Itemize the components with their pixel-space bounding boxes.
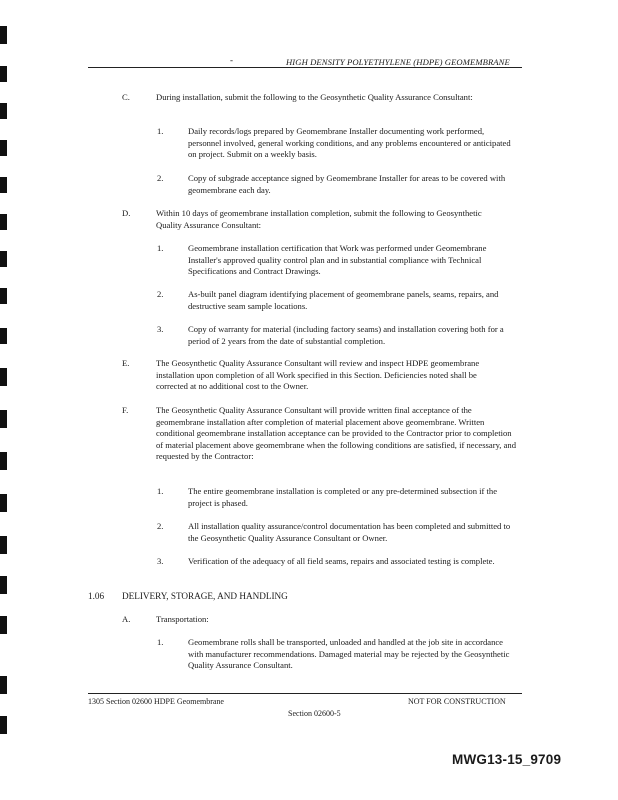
item-number: 1.: [157, 486, 164, 496]
paragraph-f-text: The Geosynthetic Quality Assurance Consultant will provide written final acceptance of the geomembrane installation after completion of material placement above geomembrane. Written conditional geomembrane installation acceptance can be provided to the Contractor prior to completion of material placement above geomembrane when the following conditions are satisfied, if necessary, and requested by the Contractor:: [156, 405, 517, 462]
scan-mark: [0, 716, 7, 734]
article-title: DELIVERY, STORAGE, AND HANDLING: [122, 591, 288, 601]
scan-mark: [0, 410, 7, 428]
scan-mark: [0, 494, 7, 512]
article-number: 1.06: [88, 591, 105, 601]
scan-mark: [0, 536, 7, 554]
item-number: 3.: [157, 556, 164, 566]
footer-right: NOT FOR CONSTRUCTION: [408, 697, 506, 706]
item-number: 1.: [157, 637, 164, 647]
footer-page-number: Section 02600-5: [288, 709, 341, 718]
item-number: 1.: [157, 243, 164, 253]
scan-mark: [0, 66, 7, 82]
footer-left: 1305 Section 02600 HDPE Geomembrane: [88, 697, 224, 706]
scan-mark: [0, 368, 7, 386]
page-header-title: HIGH DENSITY POLYETHYLENE (HDPE) GEOMEMBRANE: [286, 57, 510, 67]
paragraph-label-d: D.: [122, 208, 131, 218]
paragraph-f-item-1: The entire geomembrane installation is completed or any pre-determined subsection if the project is phased.: [188, 486, 498, 508]
paragraph-f-item-2: All installation quality assurance/control documentation has been completed and submitted to the Geosynthetic Quality Assurance Consultant or Owner.: [188, 521, 511, 543]
footer-rule: [88, 693, 522, 694]
paragraph-d-item-2: As-built panel diagram identifying placement of geomembrane panels, seams, repairs, and destructive seam sample locations.: [188, 289, 499, 311]
scan-mark: [0, 676, 7, 694]
paragraph-e-text: The Geosynthetic Quality Assurance Consultant will review and inspect HDPE geomembrane installation upon completion of all Work specified in this Section. Deficiencies noted shall be corrected at no additional cost to the Owner.: [156, 358, 480, 392]
paragraph-d-item-3: Copy of warranty for material (including factory seams) and installation covering both for a period of 2 years from the date of substantial completion.: [188, 324, 504, 346]
item-number: 2.: [157, 289, 164, 299]
paragraph-label-e: E.: [122, 358, 130, 368]
header-rule: [88, 67, 522, 68]
header-dash: -: [230, 55, 233, 65]
item-number: 2.: [157, 173, 164, 183]
scan-mark: [0, 140, 7, 156]
paragraph-a-text: Transportation:: [156, 614, 209, 624]
scan-mark: [0, 452, 7, 470]
paragraph-c-item-2: Copy of subgrade acceptance signed by Geomembrane Installer for areas to be covered with geomembrane each day.: [188, 173, 506, 195]
scan-mark: [0, 214, 7, 230]
document-id-stamp: MWG13-15_9709: [452, 752, 562, 767]
scan-mark: [0, 251, 7, 267]
scan-mark: [0, 288, 7, 304]
paragraph-d-item-1: Geomembrane installation certification that Work was performed under Geomembrane Installer's approved quality control plan and in substantial compliance with Technical Specifications and Contract Drawings.: [188, 243, 487, 277]
scan-mark: [0, 177, 7, 193]
scan-mark: [0, 328, 7, 344]
scan-mark: [0, 103, 7, 119]
paragraph-f-item-3: Verification of the adequacy of all field seams, repairs and associated testing is complete.: [188, 556, 495, 566]
item-number: 3.: [157, 324, 164, 334]
item-number: 1.: [157, 126, 164, 136]
paragraph-label-c: C.: [122, 92, 130, 102]
paragraph-c-item-1: Daily records/logs prepared by Geomembrane Installer documenting work performed, personnel involved, general working conditions, and any problems encountered or anticipated on project. Submit on a weekly basis.: [188, 126, 511, 160]
paragraph-label-a: A.: [122, 614, 131, 624]
scan-mark: [0, 576, 7, 594]
item-number: 2.: [157, 521, 164, 531]
paragraph-a-item-1: Geomembrane rolls shall be transported, unloaded and handled at the job site in accordance with manufacturer recommendations. Damaged material may be rejected by the Geosynthetic Quality Assurance Consultant.: [188, 637, 510, 671]
scan-mark: [0, 26, 7, 44]
paragraph-label-f: F.: [122, 405, 129, 415]
paragraph-d-text: Within 10 days of geomembrane installation completion, submit the following to Geosynthetic Quality Assurance Consultant:: [156, 208, 482, 230]
scan-mark: [0, 616, 7, 634]
paragraph-c-text: During installation, submit the following to the Geosynthetic Quality Assurance Consultant:: [156, 92, 473, 102]
